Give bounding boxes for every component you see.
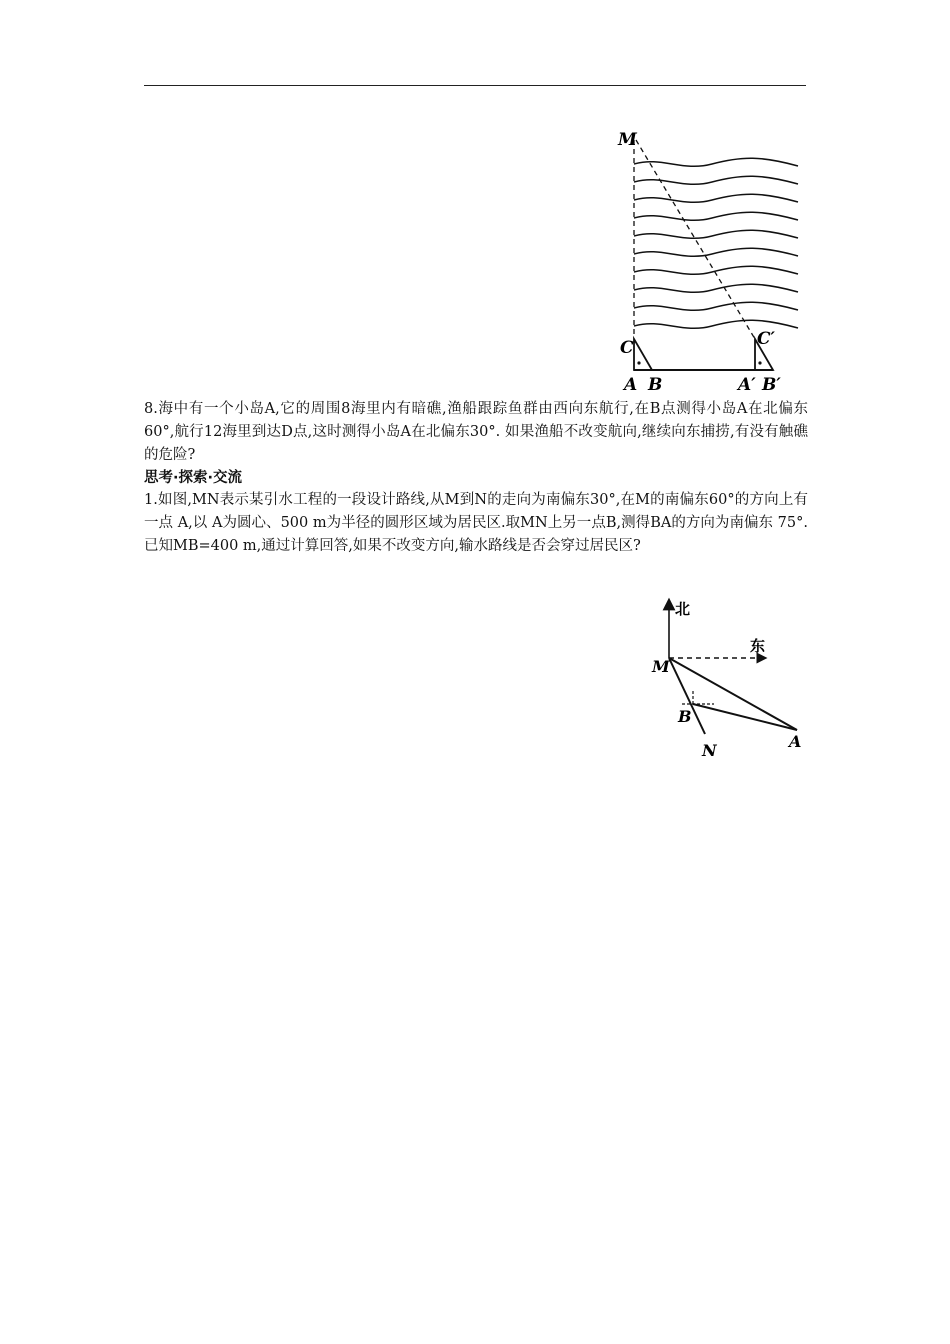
label-B: B <box>648 375 663 395</box>
river-waves <box>634 158 798 328</box>
header-rule <box>144 85 806 86</box>
label-north: 北 <box>675 600 691 618</box>
left-right-angle-dot <box>637 361 640 364</box>
label-A2: A <box>789 732 802 751</box>
label-B-prime: B′ <box>762 375 781 395</box>
diagonal-dashed-line <box>636 140 755 339</box>
problem-8-text: 8.海中有一个小岛A,它的周围8海里内有暗礁,渔船跟踪鱼群由西向东航行,在B点测得小岛A在北偏东60°,航行12海里到达D点,这时测得小岛A在北偏东30°. 如果渔船不改变航向,继续向东捕捞,有没有触礁的危险? <box>144 401 808 463</box>
label-A: A <box>624 375 638 395</box>
direction-figure <box>640 596 812 764</box>
problem-1-text: 1.如图,MN表示某引水工程的一段设计路线,从M到N的走向为南偏东30°,在M的南偏东60°的方向上有一点 A,以 A为圆心、500 m为半径的圆形区域为居民区.取MN上另一点B,测得BA的方向为南偏东 75°.已知MB=400 m,通过计算回答,如果不改变方向,输水路线是否会穿过居民区? <box>144 492 808 554</box>
label-M: M <box>618 130 637 150</box>
label-C-prime: C′ <box>757 329 776 349</box>
river-figure <box>612 126 812 398</box>
line-BA <box>693 704 797 730</box>
label-M2: M <box>652 657 670 676</box>
label-N: N <box>702 741 717 760</box>
label-B2: B <box>678 707 692 726</box>
left-triangle <box>634 339 652 370</box>
label-C: C <box>620 338 634 358</box>
right-right-angle-dot <box>758 361 761 364</box>
section-heading: 思考·探索·交流 <box>144 470 243 486</box>
label-east: 东 <box>750 637 766 655</box>
label-A-prime: A′ <box>738 375 756 395</box>
